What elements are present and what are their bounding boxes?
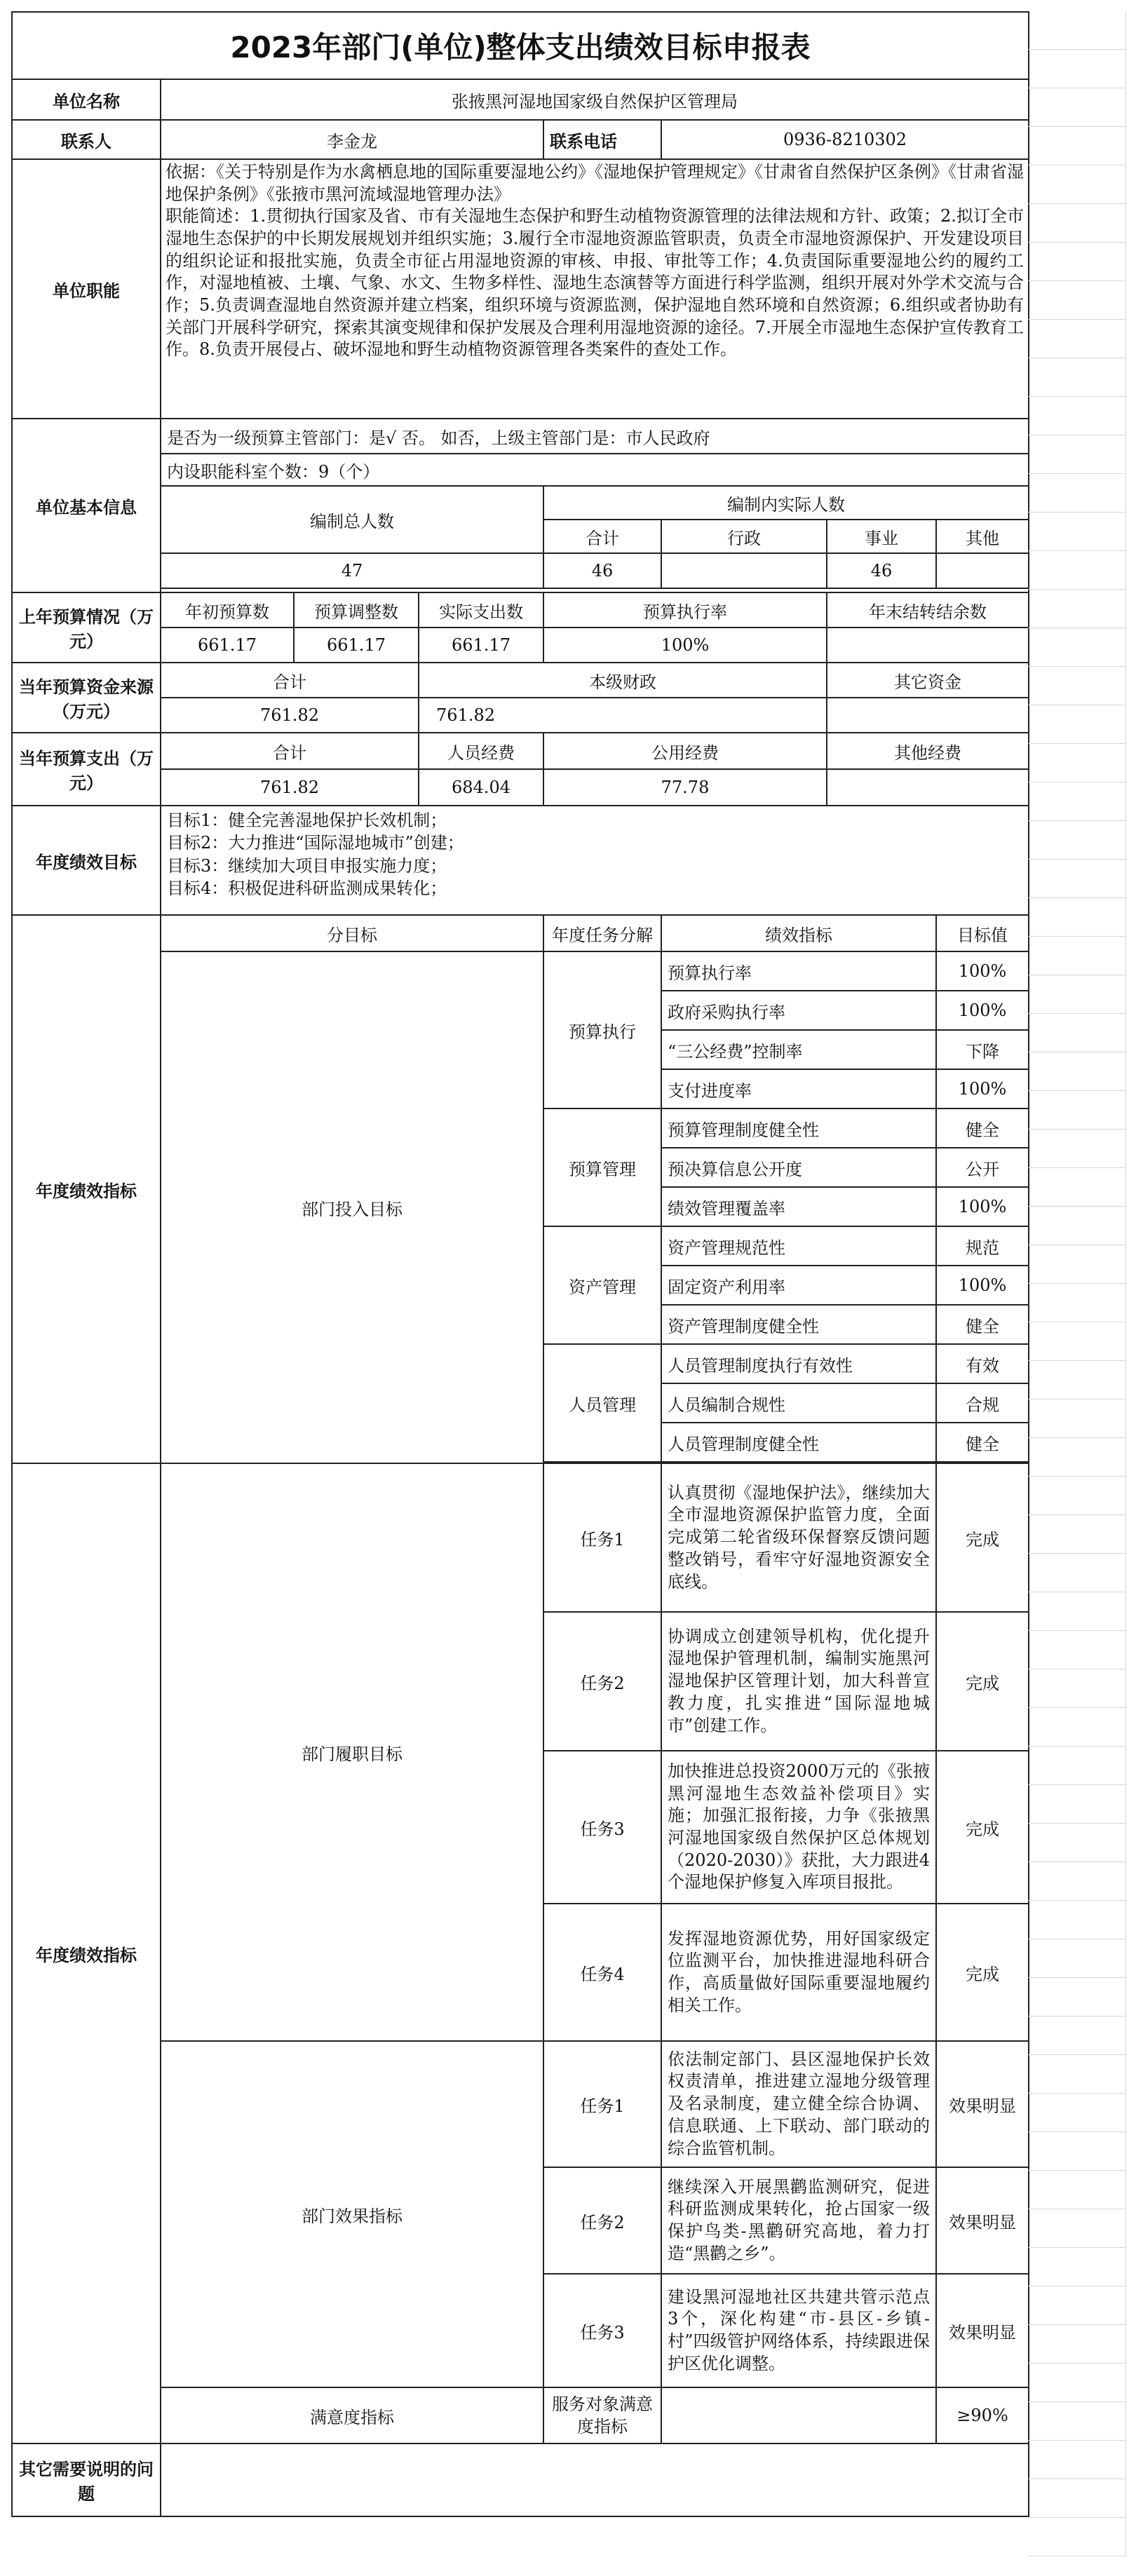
indicator-name: 预算管理制度健全性 [661,1109,936,1148]
empty-grid-cell [1028,513,1126,551]
col-admin-header: 行政 [661,520,827,553]
empty-grid-cell [1028,474,1126,513]
empty-grid-cell [1028,1515,1126,1554]
empty-grid-cell [1028,898,1126,937]
empty-grid-cell [1028,628,1126,667]
empty-grid-cell [1028,1130,1126,1168]
empty-grid-cell [1028,1399,1126,1438]
last-year-v1: 661.17 [161,628,294,663]
empty-grid-cell [1028,1554,1126,1592]
empty-grid-cell [1028,2441,1126,2479]
duties-basis: 依据：《关于特别是作为水禽栖息地的国际重要湿地公约》《湿地保护管理规定》《甘肃省自然保护区条例》《甘肃省湿地保护条例》《张掖市黑河流域湿地管理办法》 [165,162,1025,204]
effect-task-desc: 建设黑河湿地社区共建共管示范点3个，深化构建“市-县区-乡镇-村”四级管护网络体系，持续跟进保护区优化调整。 [661,2274,936,2387]
indicator-target: 规范 [936,1226,1029,1266]
indicator-target: 100% [936,951,1029,991]
duty-task-name: 任务4 [543,1904,661,2041]
satisfaction-label: 满意度指标 [161,2387,543,2443]
empty-grid-cell [1028,165,1126,204]
staff-total-value: 47 [161,553,543,588]
duty-task-target: 完成 [936,1751,1029,1904]
empty-grid-cell [1028,2325,1126,2364]
duty-goal-label: 部门履职目标 [161,1463,543,2041]
empty-grid-cell [1028,782,1126,821]
empty-grid-cell [1028,821,1126,860]
empty-grid-cell [1028,2132,1126,2171]
last-year-h3: 实际支出数 [419,592,543,628]
empty-grid-cell [1028,1322,1126,1361]
last-year-h2: 预算调整数 [294,592,419,628]
goals-list [161,806,1029,915]
staff-total-header: 编制总人数 [161,486,543,553]
empty-grid-cell [1028,1052,1126,1091]
empty-grid-cell [1028,1747,1126,1785]
other-notes-label: 其它需要说明的问题 [12,2443,161,2516]
effect-task-desc: 依法制定部门、县区湿地保护长效权责清单，推进建立湿地分级管理及名录制度，建立健全综合协调、信息联通、上下联动、部门联动的综合监管机制。 [661,2041,936,2167]
empty-grid-cell [1028,744,1126,782]
empty-grid-cell [1028,860,1126,898]
empty-grid-cell [1028,551,1126,590]
col-total-header: 合计 [543,520,661,553]
last-year-label: 上年预算情况（万元） [12,592,161,663]
funds-h1: 合计 [161,663,419,698]
last-year-v4: 100% [543,628,827,663]
col-inst-header: 事业 [827,520,936,553]
group-staff-mgmt: 人员管理 [543,1344,661,1462]
empty-grid-cell [1028,1669,1126,1708]
empty-grid-cell [1028,1939,1126,1978]
group-budget-mgmt: 预算管理 [543,1109,661,1226]
actual-admin-value [661,553,827,588]
empty-grid-cell [1028,1014,1126,1052]
satisfaction-task: 服务对象满意度指标 [543,2387,661,2443]
group-budget-exec: 预算执行 [543,951,661,1109]
satisfaction-target: ≥90% [936,2387,1029,2443]
empty-grid-cell [1028,127,1126,165]
indicator-target: 合规 [936,1383,1029,1423]
effect-task-name: 任务1 [543,2041,661,2167]
empty-grid-cell [1028,281,1126,320]
group-asset-mgmt: 资产管理 [543,1226,661,1344]
spend-h1: 合计 [161,733,419,769]
last-year-v2: 661.17 [294,628,419,663]
empty-grid-cell [1028,2479,1126,2518]
empty-grid-cell [1028,2209,1126,2248]
empty-grid-cell [1028,1785,1126,1824]
effect-goal-label: 部门效果指标 [161,2041,543,2387]
other-notes-value [161,2443,1029,2516]
header-task: 年度任务分解 [543,915,661,951]
indicator-target: 100% [936,1187,1029,1226]
indicator-target: 健全 [936,1305,1029,1344]
empty-grid-cell [1028,1592,1126,1631]
effect-task-name: 任务3 [543,2274,661,2387]
empty-grid-cell [1028,2402,1126,2441]
empty-grid-cell [1028,11,1126,50]
indicator-name: 人员管理制度执行有效性 [661,1344,936,1383]
empty-grid-cell [1028,2171,1126,2209]
empty-grid-cell [1028,705,1126,744]
empty-grid-cell [1028,2286,1126,2325]
duty-task-desc: 协调成立创建领导机构，优化提升湿地保护管理机制，编制实施黑河湿地保护区管理计划，加大科普宣教力度，扎实推进“国际湿地城市”创建工作。 [661,1612,936,1751]
last-year-v3: 661.17 [419,628,543,663]
indicator-name: 人员管理制度健全性 [661,1423,936,1462]
effect-task-name: 任务2 [543,2167,661,2274]
indicator-name: 政府采购执行率 [661,991,936,1030]
empty-grid-cell [1028,1091,1126,1130]
funds-v2: 761.82 [419,698,827,733]
goal-item: 目标1：健全完善湿地保护长效机制； [167,811,447,830]
empty-grid-cell [1028,975,1126,1014]
funds-v3 [827,698,1029,733]
last-year-h1: 年初预算数 [161,592,294,628]
spend-v4 [827,769,1029,806]
duty-task-name: 任务1 [543,1463,661,1612]
indicator-name: 人员编制合规性 [661,1383,936,1423]
duty-task-target: 完成 [936,1904,1029,2041]
indicator-name: 预算执行率 [661,951,936,991]
empty-grid-cell [1028,88,1126,127]
actual-total-value: 46 [543,553,661,588]
indicator-target: 有效 [936,1344,1029,1383]
spend-v1: 761.82 [161,769,419,806]
empty-grid-cell [1028,590,1126,628]
indicator-name: “三公经费”控制率 [661,1030,936,1069]
duties-summary: 职能简述：1.贯彻执行国家及省、市有关湿地生态保护和野生动植物资源管理的法律法规和方针、政策；2.拟订全市湿地生态保护的中长期发展规划并组织实施；3.履行全市湿地资源监管职责，负责全市湿地资源保护、开发建设项目的组织论证和报批实施，负责全市征占用湿地资源的审核、申报、审批等工作；4.负责国际重要湿地公约的履约工作，对湿地植被、土壤、气象、水文、生物多样性、湿地生态演替等方面进行科学监测，组织开展对外学术交流与合作；5.负责调查湿地自然资源并建立档案，组织环境与资源监测，保护湿地自然环境和自然资源；6.组织或者协助有关部门开展科学研究，探索其演变规律和保护发展及合理利用湿地资源的途径。7.开展全市湿地生态保护宣传教育工作。8.负责开展侵占、破坏湿地和野生动植物资源管理各类案件的查处工作。 [165,206,1025,360]
duty-task-desc: 认真贯彻《湿地保护法》，继续加大全市湿地资源保护监管力度，全面完成第二轮省级环保督察反馈问题整改销号，看牢守好湿地资源安全底线。 [661,1463,936,1612]
header-indicator: 绩效指标 [661,915,936,951]
empty-grid-cell [1028,2518,1126,2556]
last-year-h4: 预算执行率 [543,592,827,628]
empty-grid-cell [1028,2364,1126,2402]
indicator-name: 支付进度率 [661,1069,936,1109]
indicator-target: 100% [936,991,1029,1030]
empty-grid-cell [1028,50,1126,88]
spend-v2: 684.04 [419,769,543,806]
empty-grid-cell [1028,937,1126,975]
duty-task-target: 完成 [936,1612,1029,1751]
duty-task-desc: 发挥湿地资源优势，用好国家级定位监测平台，加快推进湿地科研合作，高质量做好国际重要湿地履约相关工作。 [661,1904,936,2041]
empty-grid-cell [1028,667,1126,705]
funds-label: 当年预算资金来源（万元） [12,663,161,733]
empty-grid-cell [1028,1245,1126,1284]
spend-v3: 77.78 [543,769,827,806]
phone-value: 0936-8210302 [661,120,1029,159]
empty-grid-cell [1028,1862,1126,1901]
empty-grid-cell [1028,1708,1126,1747]
effect-task-target: 效果明显 [936,2041,1029,2167]
empty-grid-cell [1028,435,1126,474]
spend-h2: 人员经费 [419,733,543,769]
empty-grid-cell [1028,204,1126,243]
duties-label: 单位职能 [12,159,161,419]
duty-task-desc: 加快推进总投资2000万元的《张掖黑河湿地生态效益补偿项目》实施；加强汇报衔接，力争《张掖黑河湿地国家级自然保护区总体规划（2020-2030）》获批，大力跟进4个湿地保护修复入库项目报批。 [661,1751,936,1904]
goal-item: 目标4：积极促进科研监测成果转化； [167,879,447,899]
duty-task-name: 任务3 [543,1751,661,1904]
effect-task-target: 效果明显 [936,2167,1029,2274]
goal-item: 目标2：大力推进“国际湿地城市”创建； [167,833,464,853]
last-year-v5 [827,628,1029,663]
indicator-target: 下降 [936,1030,1029,1069]
indicator-name: 固定资产利用率 [661,1266,936,1305]
spend-h3: 公用经费 [543,733,827,769]
indicators-label-1: 年度绩效指标 [12,915,161,1463]
input-goal-label: 部门投入目标 [161,951,543,1463]
spend-h4: 其他经费 [827,733,1029,769]
indicator-target: 100% [936,1266,1029,1305]
empty-spreadsheet-column [1028,11,1126,2563]
basic-info-label: 单位基本信息 [12,419,161,592]
col-other-header: 其他 [936,520,1029,553]
indicator-name: 资产管理制度健全性 [661,1305,936,1344]
funds-h2: 本级财政 [419,663,827,698]
indicator-name: 预决算信息公开度 [661,1148,936,1187]
header-target: 目标值 [936,915,1029,951]
empty-grid-cell [1028,1631,1126,1669]
empty-grid-cell [1028,243,1126,281]
indicator-name: 资产管理规范性 [661,1226,936,1266]
empty-grid-cell [1028,2055,1126,2094]
staff-actual-header: 编制内实际人数 [543,486,1029,520]
indicator-target: 公开 [936,1148,1029,1187]
effect-task-target: 效果明显 [936,2274,1029,2387]
sections-count: 内设职能科室个数：9（个） [161,454,1029,486]
indicator-target: 健全 [936,1109,1029,1148]
funds-h3: 其它资金 [827,663,1029,698]
empty-grid-cell [1028,358,1126,397]
empty-grid-cell [1028,320,1126,358]
duties-content [161,159,1029,419]
satisfaction-desc [661,2387,936,2443]
effect-task-desc: 继续深入开展黑鹳监测研究，促进科研监测成果转化，抢占国家一级保护鸟类-黑鹳研究高地，着力打造“黑鹳之乡”。 [661,2167,936,2274]
empty-grid-cell [1028,2094,1126,2132]
empty-grid-cell [1028,397,1126,435]
indicator-target: 健全 [936,1423,1029,1462]
empty-grid-cell [1028,2248,1126,2286]
header-sub-goal: 分目标 [161,915,543,951]
phone-label: 联系电话 [543,120,661,159]
goals-label: 年度绩效目标 [12,806,161,915]
actual-inst-value: 46 [827,553,936,588]
funds-v1: 761.82 [161,698,419,733]
empty-grid-cell [1028,1284,1126,1322]
primary-dept-info: 是否为一级预算主管部门：是√ 否。 如否，上级主管部门是：市人民政府 [161,419,1029,454]
indicator-target: 100% [936,1069,1029,1109]
empty-grid-cell [1028,1361,1126,1399]
unit-name-label: 单位名称 [12,79,161,120]
spend-label: 当年预算支出（万元） [12,733,161,806]
last-year-h5: 年末结转结余数 [827,592,1029,628]
contact-value: 李金龙 [161,120,543,159]
duty-task-name: 任务2 [543,1612,661,1751]
empty-grid-cell [1028,1978,1126,2016]
duty-task-target: 完成 [936,1463,1029,1612]
empty-grid-cell [1028,1901,1126,1939]
contact-label: 联系人 [12,120,161,159]
empty-grid-cell [1028,1824,1126,1862]
empty-grid-cell [1028,2016,1126,2055]
empty-grid-cell [1028,1207,1126,1245]
indicators-label-2: 年度绩效指标 [12,1463,161,2443]
performance-form-table [11,11,1029,2517]
empty-grid-cell [1028,1168,1126,1207]
goal-item: 目标3：继续加大项目申报实施力度； [167,855,447,876]
indicator-name: 绩效管理覆盖率 [661,1187,936,1226]
actual-other-value [936,553,1029,588]
unit-name-value: 张掖黑河湿地国家级自然保护区管理局 [161,79,1029,120]
empty-grid-cell [1028,1438,1126,1477]
form-title: 2023年部门(单位)整体支出绩效目标申报表 [12,12,1029,79]
empty-grid-cell [1028,1477,1126,1515]
